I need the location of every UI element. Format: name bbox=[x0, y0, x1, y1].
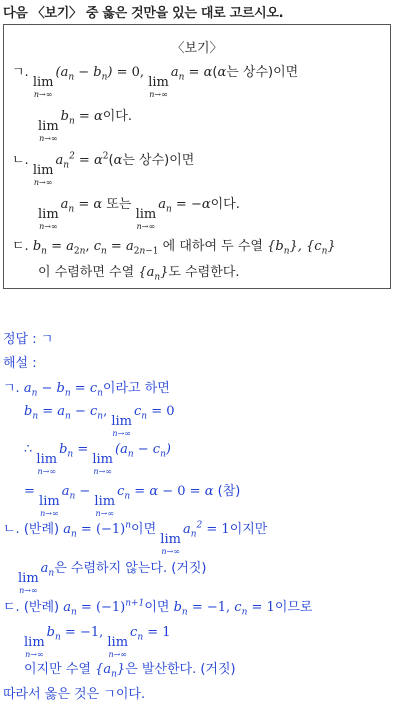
sol-g-line3: ∴ lim n→∞ $b_n$ = lim n→∞ $(a_n - c_n)$ bbox=[24, 442, 171, 476]
item-d-line2: 이 수렴하면 수열 $\{a_n\}$도 수렴한다. bbox=[38, 265, 240, 283]
sol-d-line1: ㄷ. (반례) $a_n = (-1)^{n+1}$이면 $b_n = -1$, $c_n = 1$이므로 bbox=[3, 598, 313, 618]
item-d-label: ㄷ. bbox=[12, 239, 29, 254]
question-text: 다음 〈보기〉 중 옳은 것만을 있는 대로 고르시오. bbox=[3, 6, 284, 21]
sol-g-line1: ㄱ. $a_n - b_n = c_n$이라고 하면 bbox=[3, 381, 170, 399]
sol-d-line3: 이지만 수열 $\{a_n\}$은 발산한다. (거짓) bbox=[24, 662, 236, 680]
sol-g-line4: = lim n→∞ $a_n$ − lim n→∞ $c_n = \alpha - 0 = \alpha$ (참) bbox=[24, 484, 241, 518]
sol-n-line1: ㄴ. (반례) $a_n = (-1)^n$이면 lim n→∞ $a_n^2 = 1$이지만 bbox=[3, 520, 268, 556]
item-n-line2: lim n→∞ $a_n = \alpha$ 또는 lim n→∞ $a_n = -\alpha$이다. bbox=[38, 197, 240, 231]
bogi-box bbox=[3, 24, 391, 289]
item-g-line1: ㄱ. lim n→∞ $(a_n - b_n) = 0$, lim n→∞ $a_n = \alpha(\alpha$는 상수)이면 bbox=[12, 65, 299, 99]
item-n-label: ㄴ. bbox=[12, 153, 29, 168]
explain-label: 해설 : bbox=[3, 356, 37, 371]
sol-g-line2: $b_n = a_n - c_n$, lim n→∞ $c_n = 0$ bbox=[24, 404, 175, 438]
sol-conclusion: 따라서 옳은 것은 ㄱ이다. bbox=[3, 687, 146, 702]
answer-line: 정답 : ㄱ bbox=[3, 332, 54, 347]
item-g-label: ㄱ. bbox=[12, 65, 29, 80]
bogi-title: 〈보기〉 bbox=[171, 41, 223, 56]
limit-expr: lim n→∞ bbox=[148, 75, 169, 99]
limit-expr: lim n→∞ bbox=[32, 75, 54, 99]
item-n-line1: ㄴ. lim n→∞ $a_n^2 = \alpha^2(\alpha$는 상수)이면 bbox=[12, 151, 195, 187]
item-g-line2: lim n→∞ $b_n = \alpha$이다. bbox=[38, 109, 132, 143]
item-d-line1: ㄷ. $b_n = a_{2n}$, $c_n = a_{2n-1}$ 에 대하여 두 수열 $\{b_n\}$, $\{c_n\}$ bbox=[12, 239, 336, 257]
sol-d-line2: lim n→∞ $b_n = -1$, lim n→∞ $c_n = 1$ bbox=[24, 625, 171, 659]
sol-n-line2: lim n→∞ $a_n$은 수렴하지 않는다. (거짓) bbox=[18, 561, 207, 595]
